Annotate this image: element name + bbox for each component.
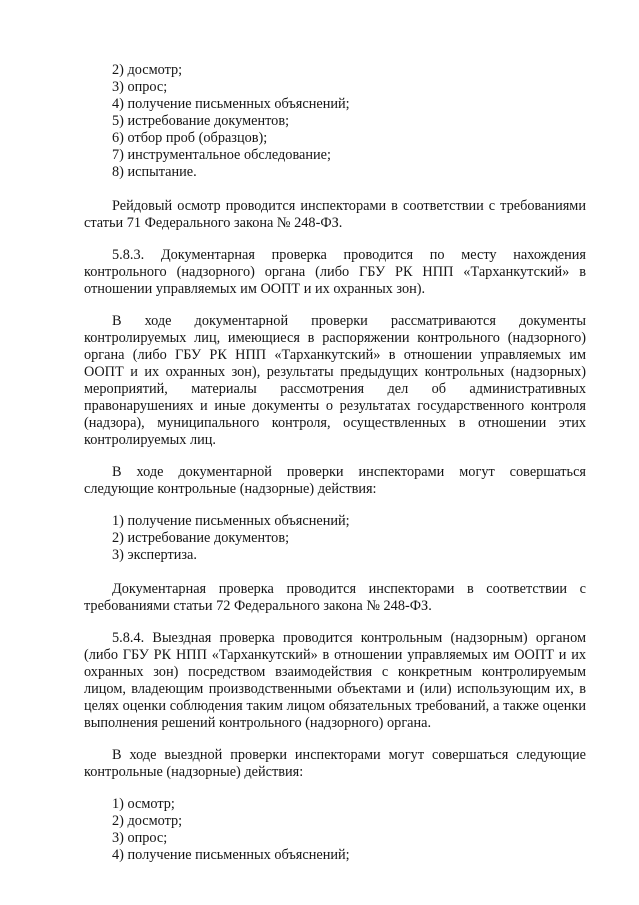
paragraph-5-8-3: 5.8.3. Документарная проверка проводится по месту нахождения контрольного (надзорного) органа (либо ГБУ РК НПП «Тарханкутский» в отношении управляемых им ООПТ и их охранных зон).	[84, 247, 586, 297]
paragraph-document-actions: В ходе документарной проверки инспекторами могут совершаться следующие контрольные (надзорные) действия:	[84, 464, 586, 497]
list-item: 1) получение письменных объяснений;	[112, 513, 350, 529]
list-item: 7) инструментальное обследование;	[112, 147, 331, 163]
list-item: 2) досмотр;	[112, 62, 183, 78]
list-item: 3) опрос;	[112, 830, 168, 846]
list-top	[84, 62, 586, 181]
paragraph-document-law: Документарная проверка проводится инспекторами в соответствии с требованиями статьи 72 Федерального закона № 248-ФЗ.	[84, 581, 586, 614]
list-item: 5) истребование документов;	[112, 113, 290, 129]
list-item: 3) экспертиза.	[112, 547, 197, 563]
list-item: 2) досмотр;	[112, 813, 183, 829]
list-item: 4) получение письменных объяснений;	[112, 847, 350, 863]
list-item: 1) осмотр;	[112, 796, 175, 812]
list-item: 3) опрос;	[112, 79, 168, 95]
list-item: 6) отбор проб (образцов);	[112, 130, 268, 146]
document-body	[84, 62, 586, 864]
paragraph-5-8-4: 5.8.4. Выездная проверка проводится контрольным (надзорным) органом (либо ГБУ РК НПП «Тарханкутский» в отношении управляемых им ООПТ и их охранных зон) посредством взаимодействия с конкретным контролируемым лицом, владеющим производственными объектами и (или) использующим их, в целях оценки соблюдения таким лицом обязательных требований, а также оценки выполнения решений контрольного (надзорного) органа.	[84, 630, 586, 731]
paragraph-document-review: В ходе документарной проверки рассматриваются документы контролируемых лиц, имеющиеся в распоряжении контрольного (надзорного) органа (либо ГБУ РК НПП «Тарханкутский» в отношении управляемых им ООПТ и их охранных зон), результаты предыдущих контрольных (надзорных) мероприятий, материалы рассмотрения дел об административных правонарушениях и иные документы о результатах государственного контроля (надзора), муниципального контроля, осуществленных в отношении этих контролируемых лиц.	[84, 313, 586, 448]
list-item: 8) испытание.	[112, 164, 197, 180]
list-item: 4) получение письменных объяснений;	[112, 96, 350, 112]
list-document-actions	[84, 513, 586, 564]
list-field-actions	[84, 796, 586, 864]
paragraph-raid-inspection: Рейдовый осмотр проводится инспекторами в соответствии с требованиями статьи 71 Федерального закона № 248-ФЗ.	[84, 198, 586, 231]
list-item: 2) истребование документов;	[112, 530, 290, 546]
paragraph-field-actions: В ходе выездной проверки инспекторами могут совершаться следующие контрольные (надзорные) действия:	[84, 747, 586, 780]
